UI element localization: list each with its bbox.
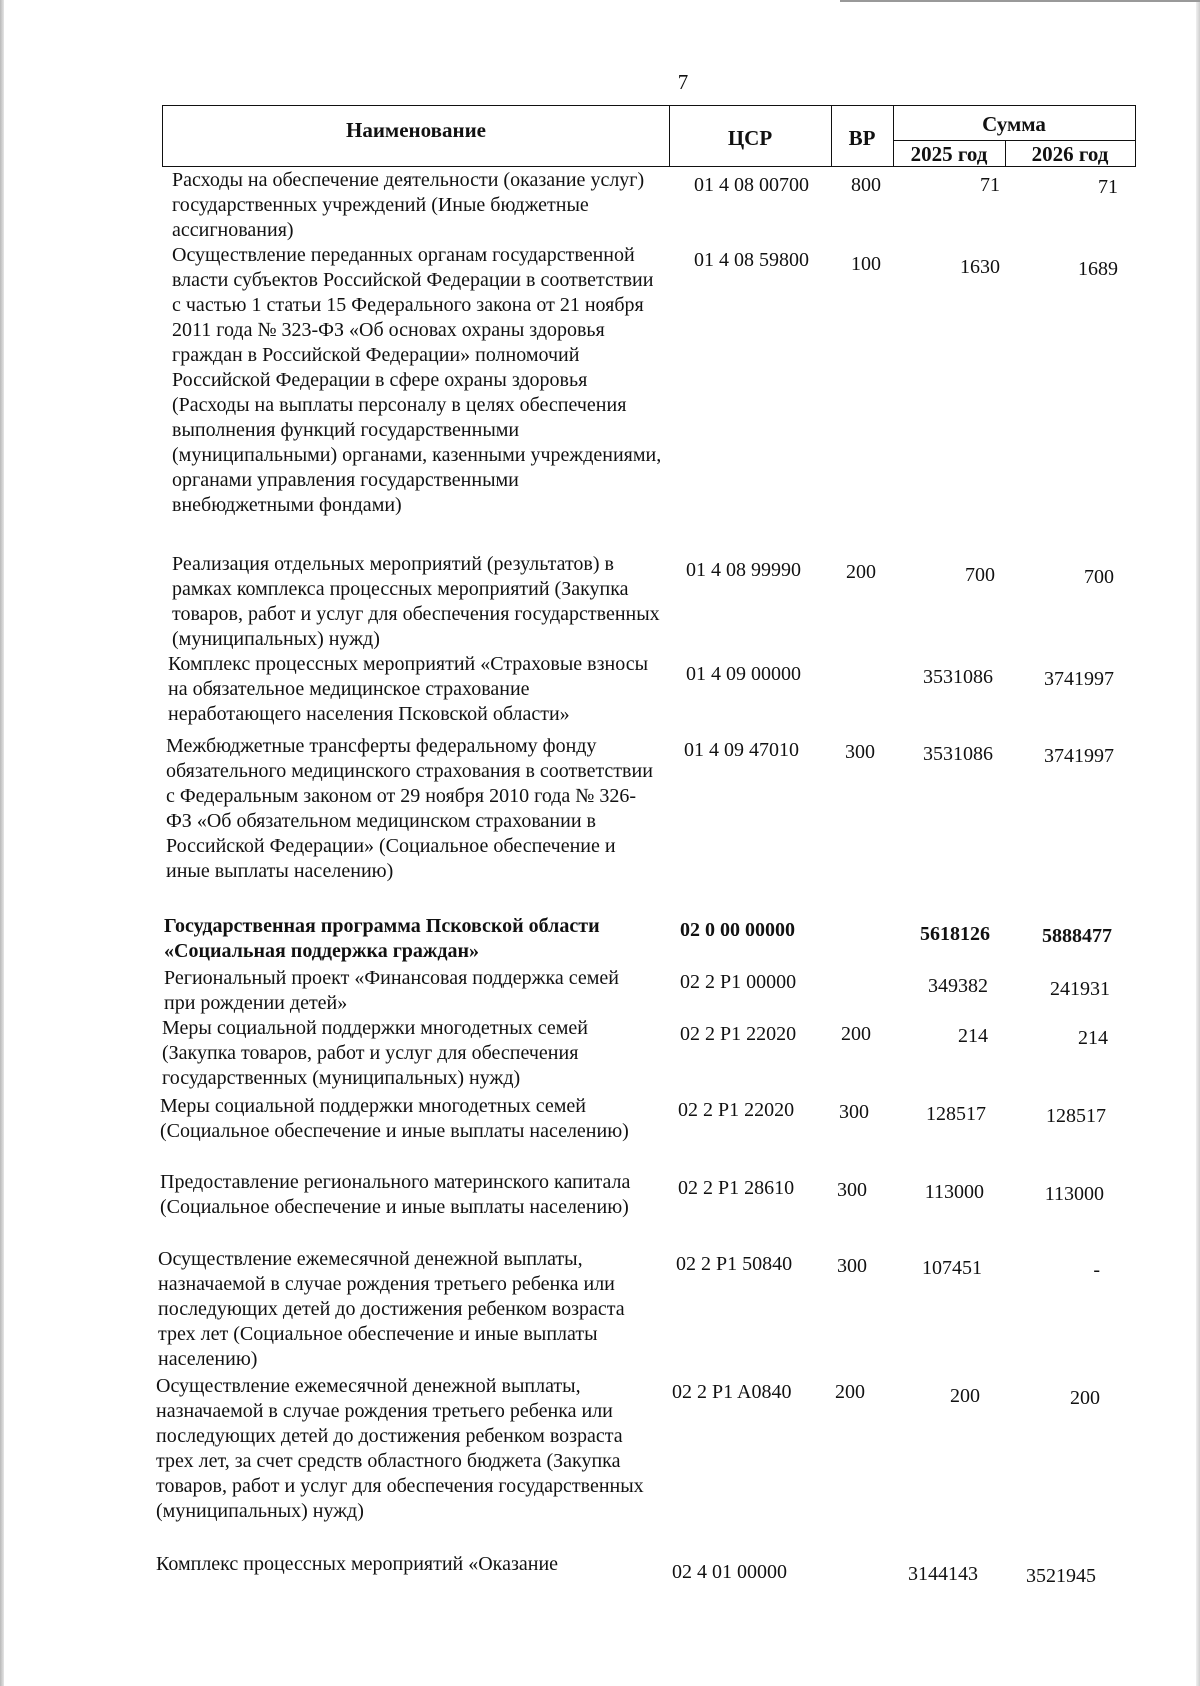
row-csr: 02 2 P1 22020 [680, 1023, 797, 1045]
row-name: Реализация отдельных мероприятий (результатов) в рамках комплекса процессных мероприятий (Закупка товаров, работ и услуг для обеспечения государственных (муниципальных) нужд) [172, 553, 660, 650]
row-vr: 300 [837, 1179, 867, 1201]
row-sum-2026: 1689 [1078, 258, 1118, 280]
row-sum-2025: 3531086 [923, 743, 993, 765]
row-sum-2025: 349382 [928, 975, 988, 997]
row-sum-2026: - [1093, 1259, 1100, 1281]
row-csr: 02 2 P1 50840 [676, 1253, 793, 1275]
row-sum-2026: 3741997 [1044, 745, 1114, 767]
header-name: Наименование [346, 118, 486, 142]
row-vr: 300 [837, 1255, 867, 1277]
row-name: Осуществление ежемесячной денежной выплаты, назначаемой в случае рождения третьего ребенка или последующих детей до достижения ребенком возраста трех лет, за счет средств областного бюджета (Закупка товаров, работ и услуг для обеспечения государственных (муниципальных) нужд) [156, 1375, 644, 1522]
row-csr: 02 4 01 00000 [672, 1561, 787, 1583]
scan-edge-top [840, 0, 1200, 2]
row-name: Межбюджетные трансферты федеральному фонду обязательного медицинского страхования в соответствии с Федеральным законом от 29 ноября 2010 года № 326-ФЗ «Об обязательном медицинском страховании в Российской Федерации» (Социальное обеспечение и иные выплаты населению) [166, 735, 653, 882]
row-csr: 01 4 08 99990 [686, 559, 801, 581]
header-year-2026: 2026 год [1031, 142, 1109, 166]
row-csr: 02 2 P1 22020 [678, 1099, 795, 1121]
header-divider-sum-years [893, 140, 1135, 141]
table-header [162, 105, 1136, 167]
row-sum-2025: 1630 [960, 256, 1000, 278]
row-sum-2025: 5618126 [920, 923, 990, 945]
row-sum-2026: 3741997 [1044, 668, 1114, 690]
row-vr: 200 [835, 1381, 865, 1403]
row-csr: 02 2 P1 A0840 [672, 1381, 792, 1403]
row-sum-2025: 3144143 [908, 1563, 978, 1585]
row-sum-2026: 241931 [1050, 978, 1110, 1000]
row-sum-2025: 128517 [926, 1103, 986, 1125]
row-name: Осуществление переданных органам государственной власти субъектов Российской Федерации в соответствии с частью 1 статьи 15 Федерального закона от 21 ноября 2011 года № 323-ФЗ «Об основах охраны здоровья граждан в Российской Федерации» полномочий Российской Федерации в сфере охраны здоровья (Расходы на выплаты персоналу в целях обеспечения выполнения функций государственными (муниципальными) органами, казенными учреждениями, органами управления государственными внебюджетными фондами) [172, 244, 662, 516]
row-sum-2025: 3531086 [923, 666, 993, 688]
row-sum-2026: 5888477 [1042, 925, 1112, 947]
header-year-2025: 2025 год [910, 142, 988, 166]
row-csr: 02 2 P1 28610 [678, 1177, 795, 1199]
row-name: Комплекс процессных мероприятий «Страховые взносы на обязательное медицинское страхование неработающего населения Псковской области» [168, 653, 649, 725]
row-name: Региональный проект «Финансовая поддержка семей при рождении детей» [164, 967, 619, 1014]
row-vr: 100 [851, 253, 881, 275]
row-name: Меры социальной поддержки многодетных семей (Социальное обеспечение и иные выплаты населению) [160, 1095, 629, 1142]
row-sum-2026: 71 [1098, 176, 1118, 198]
row-sum-2025: 113000 [924, 1181, 984, 1203]
row-name: Комплекс процессных мероприятий «Оказание [156, 1553, 559, 1575]
row-vr: 300 [845, 741, 875, 763]
row-sum-2025: 200 [950, 1385, 980, 1407]
scan-edge-left [0, 0, 4, 1686]
row-sum-2026: 214 [1078, 1027, 1108, 1049]
scan-edge-right [1196, 0, 1200, 1686]
page-number: 7 [677, 70, 689, 94]
row-csr: 01 4 08 59800 [694, 249, 809, 271]
header-vr: ВР [848, 126, 876, 150]
row-csr: 02 0 00 00000 [680, 919, 795, 941]
row-sum-2026: 3521945 [1026, 1565, 1096, 1587]
row-csr: 01 4 09 47010 [684, 739, 799, 761]
row-name: Меры социальной поддержки многодетных семей (Закупка товаров, работ и услуг для обеспечения государственных (муниципальных) нужд) [162, 1017, 588, 1089]
row-csr: 02 2 P1 00000 [680, 971, 797, 993]
row-csr: 01 4 08 00700 [694, 174, 809, 196]
row-sum-2025: 214 [958, 1025, 988, 1047]
row-sum-2025: 700 [965, 564, 995, 586]
row-csr: 01 4 09 00000 [686, 663, 801, 685]
row-name: Государственная программа Псковской области «Социальная поддержка граждан» [164, 915, 600, 962]
row-vr: 200 [841, 1023, 871, 1045]
row-sum-2026: 113000 [1044, 1183, 1104, 1205]
row-name: Осуществление ежемесячной денежной выплаты, назначаемой в случае рождения третьего ребенка или последующих детей до достижения ребенком возраста трех лет (Социальное обеспечение и иные выплаты населению) [158, 1248, 625, 1370]
row-name: Расходы на обеспечение деятельности (оказание услуг) государственных учреждений (Иные бюджетные ассигнования) [172, 169, 645, 241]
row-sum-2026: 128517 [1046, 1105, 1106, 1127]
row-vr: 300 [839, 1101, 869, 1123]
row-sum-2025: 71 [980, 174, 1000, 196]
row-vr: 200 [846, 561, 876, 583]
row-sum-2026: 200 [1070, 1387, 1100, 1409]
row-vr: 800 [851, 174, 881, 196]
header-csr: ЦСР [727, 126, 773, 150]
row-sum-2026: 700 [1084, 566, 1114, 588]
header-sum: Сумма [982, 112, 1046, 136]
row-name: Предоставление регионального материнского капитала (Социальное обеспечение и иные выплаты населению) [160, 1171, 631, 1218]
row-sum-2025: 107451 [922, 1257, 982, 1279]
